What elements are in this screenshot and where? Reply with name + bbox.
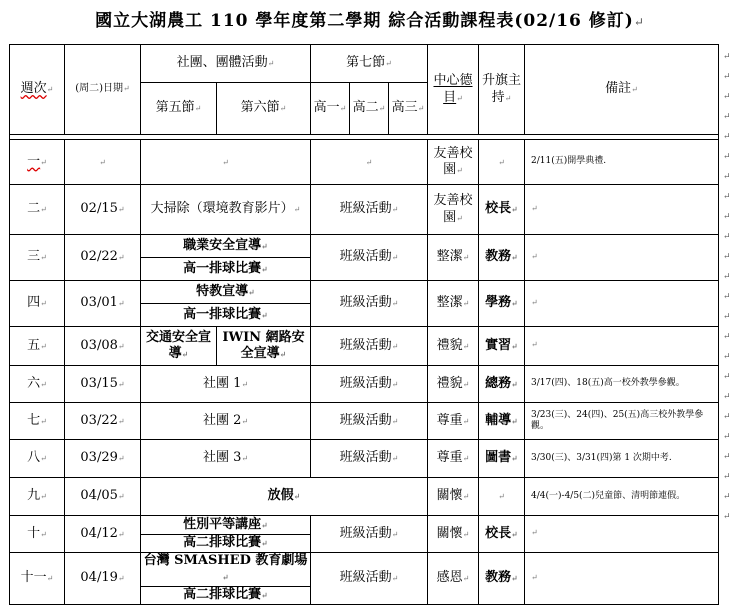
date-cell: ↵ [65,140,141,185]
header-grade1: 高一↵ [311,83,350,135]
table-row [10,327,719,366]
week-cell: 九↵ [10,478,65,516]
host-cell: 總務↵ [479,366,525,403]
date-cell: 04/12↵ [65,516,141,553]
header-week: 週次↵ [10,45,65,135]
table-row [10,553,719,587]
week-cell: 一↵ [10,140,65,185]
header-center: 中心德目↵ [428,45,479,135]
date-cell: 03/01↵ [65,281,141,327]
header-notes: 備註↵ [525,45,719,135]
header-flag-host: 升旗主持↵ [479,45,525,135]
date-cell: 03/08↵ [65,327,141,366]
center-cell: 整潔↵ [428,281,479,327]
table-row [10,140,719,185]
header-club-activity: 社團、團體活動↵ [141,45,311,83]
holiday-cell: 放假↵ [141,478,428,516]
center-cell: 友善校園↵ [428,185,479,235]
header-period6: 第六節↵ [217,83,311,135]
period7-cell: 班級活動↵ [311,553,428,605]
week-cell: 二↵ [10,185,65,235]
center-cell: 關懷↵ [428,516,479,553]
table-row [10,366,719,403]
header-grade3: 高三↵ [389,83,428,135]
note-cell: 2/11(五)開學典禮. [525,140,719,185]
margin-marks: ↵ ↵ ↵ ↵ ↵ ↵ ↵ ↵ ↵ ↵ ↵ ↵ ↵ ↵ ↵ ↵ ↵ ↵ ↵ ↵ ↵ ↵ ↵ ↵ [723,52,731,522]
table-row [10,516,719,535]
host-cell: 學務↵ [479,281,525,327]
period7-cell: 班級活動↵ [311,440,428,478]
date-cell: 03/15↵ [65,366,141,403]
note-cell: 3/17(四)、18(五)高一校外教學參觀。 [525,366,719,403]
center-cell: 尊重↵ [428,403,479,440]
week-cell: 五↵ [10,327,65,366]
note-cell: ↵ [525,553,719,605]
host-cell: 輔導↵ [479,403,525,440]
date-cell: 02/22↵ [65,235,141,281]
activity-cell: 社團 1↵ [141,366,311,403]
host-cell: 教務↵ [479,235,525,281]
note-cell: ↵ [525,185,719,235]
date-cell: 03/29↵ [65,440,141,478]
center-cell: 關懷↵ [428,478,479,516]
period5-cell: 交通安全宣導↵ [141,327,217,366]
period7-cell: 班級活動↵ [311,281,428,327]
center-cell: 禮貌↵ [428,366,479,403]
date-cell: 04/19↵ [65,553,141,605]
activity-cell: ↵ [141,140,311,185]
period7-cell: ↵ [311,140,428,185]
date-cell: 03/22↵ [65,403,141,440]
activity-cell: 社團 3↵ [141,440,311,478]
center-cell: 感恩↵ [428,553,479,605]
host-cell: 教務↵ [479,553,525,605]
host-cell: 校長↵ [479,516,525,553]
host-cell: 實習↵ [479,327,525,366]
note-cell: ↵ [525,327,719,366]
activity-cell: 特教宣導↵ [141,281,311,304]
activity-cell-2: 高一排球比賽↵ [141,304,311,327]
schedule-table [9,44,719,605]
activity-cell-2: 高二排球比賽↵ [141,535,311,553]
period7-cell: 班級活動↵ [311,327,428,366]
activity-cell: 社團 2↵ [141,403,311,440]
date-cell: 02/15↵ [65,185,141,235]
host-cell: 圖書↵ [479,440,525,478]
header-row-1 [10,45,719,83]
header-date: (周二)日期↵ [65,45,141,135]
note-cell: 4/4(一)-4/5(二)兒童節、清明節連假。 [525,478,719,516]
week-cell: 八↵ [10,440,65,478]
host-cell: ↵ [479,478,525,516]
host-cell: 校長↵ [479,185,525,235]
period7-cell: 班級活動↵ [311,403,428,440]
table-row [10,235,719,258]
week-cell: 三↵ [10,235,65,281]
activity-cell: 性別平等講座↵ [141,516,311,535]
note-cell: 3/23(三)、24(四)、25(五)高三校外教學參觀。 [525,403,719,440]
activity-cell: 台灣 SMASHED 教育劇場↵ [141,553,311,587]
date-cell: 04/05↵ [65,478,141,516]
period7-cell: 班級活動↵ [311,516,428,553]
week-cell: 十↵ [10,516,65,553]
table-row [10,185,719,235]
table-row [10,478,719,516]
host-cell: ↵ [479,140,525,185]
note-cell: ↵ [525,235,719,281]
table-row [10,281,719,304]
header-period5: 第五節↵ [141,83,217,135]
note-cell: ↵ [525,516,719,553]
period7-cell: 班級活動↵ [311,235,428,281]
center-cell: 尊重↵ [428,440,479,478]
center-cell: 友善校園↵ [428,140,479,185]
table-row [10,403,719,440]
center-cell: 整潔↵ [428,235,479,281]
activity-cell: 大掃除（環境教育影片）↵ [141,185,311,235]
header-grade2: 高二↵ [350,83,389,135]
page-title: 國立大湖農工 110 學年度第二學期 綜合活動課程表(02/16 修訂)↵ [95,11,645,31]
week-cell: 七↵ [10,403,65,440]
period7-cell: 班級活動↵ [311,185,428,235]
note-cell: 3/30(三)、3/31(四)第 1 次期中考. [525,440,719,478]
period7-cell: 班級活動↵ [311,366,428,403]
activity-cell-2: 高二排球比賽↵ [141,586,311,604]
center-cell: 禮貌↵ [428,327,479,366]
table-row [10,440,719,478]
page-title-text: 國立大湖農工 110 學年度第二學期 綜合活動課程表(02/16 修訂) [95,11,634,31]
week-cell: 十一↵ [10,553,65,605]
week-cell: 四↵ [10,281,65,327]
activity-cell-2: 高一排球比賽↵ [141,258,311,281]
note-cell: ↵ [525,281,719,327]
period6-cell: IWIN 網路安全宣導↵ [217,327,311,366]
header-period7: 第七節↵ [311,45,428,83]
activity-cell: 職業安全宣導↵ [141,235,311,258]
week-cell: 六↵ [10,366,65,403]
